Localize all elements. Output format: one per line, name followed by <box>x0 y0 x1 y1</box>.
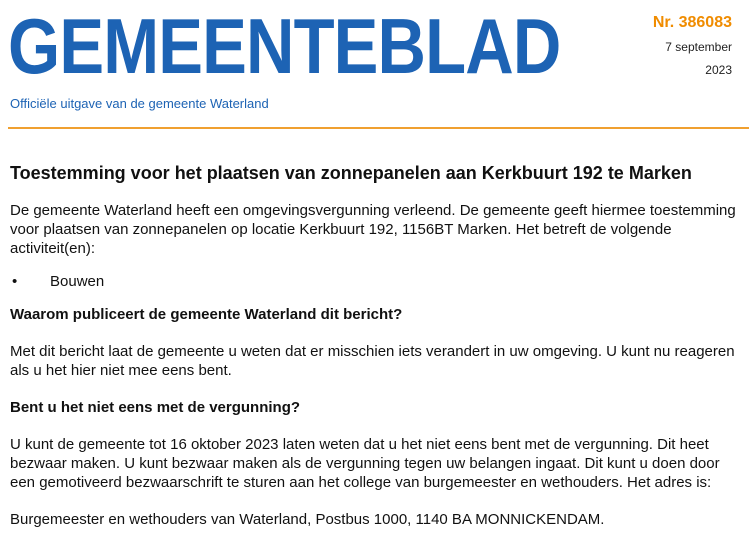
issue-number: Nr. 386083 <box>652 14 732 31</box>
section-text-objection: U kunt de gemeente tot 16 oktober 2023 laten weten dat u het niet eens bent met de vergunning. Dit heet bezwaar maken. U kunt bezwaar maken als de vergunning tegen uw belangen ingaat. Dit kunt u doen door een gemotiveerd bezwaarschrift te sturen aan het college van burgemeester en wethouders. Het adres is: <box>10 436 720 491</box>
issue-info <box>653 12 732 80</box>
header-divider <box>8 127 749 129</box>
section-text-why: Met dit bericht laat de gemeente u weten dat er misschien iets verandert in uw omgeving. U kunt nu reageren als u het hier niet mee eens bent. <box>10 343 735 379</box>
section-heading-why: Waarom publiceert de gemeente Waterland dit bericht? <box>10 306 403 323</box>
activity-list <box>10 272 740 291</box>
document-body <box>10 159 740 529</box>
intro-paragraph: De gemeente Waterland heeft een omgevingsvergunning verleend. De gemeente geeft hiermee toestemming voor plaatsen van zonnepanelen op locatie Kerkbuurt 192, 1156BT Marken. Het betreft de volgende activiteit(en): <box>10 202 736 257</box>
section-heading-objection: Bent u het niet eens met de vergunning? <box>10 399 301 416</box>
document-title: Toestemming voor het plaatsen van zonnepanelen aan Kerkbuurt 192 te Marken <box>10 163 692 183</box>
publication-title: GEMEENTEBLAD <box>8 2 561 90</box>
masthead <box>0 0 749 128</box>
list-item: • Bouwen <box>10 272 740 291</box>
publication-subtitle: Officiële uitgave van de gemeente Waterland <box>10 96 269 111</box>
issue-year: 2023 <box>705 63 732 77</box>
objection-address: Burgemeester en wethouders van Waterland, Postbus 1000, 1140 BA MONNICKENDAM. <box>10 511 605 528</box>
issue-date: 7 september <box>665 40 732 54</box>
